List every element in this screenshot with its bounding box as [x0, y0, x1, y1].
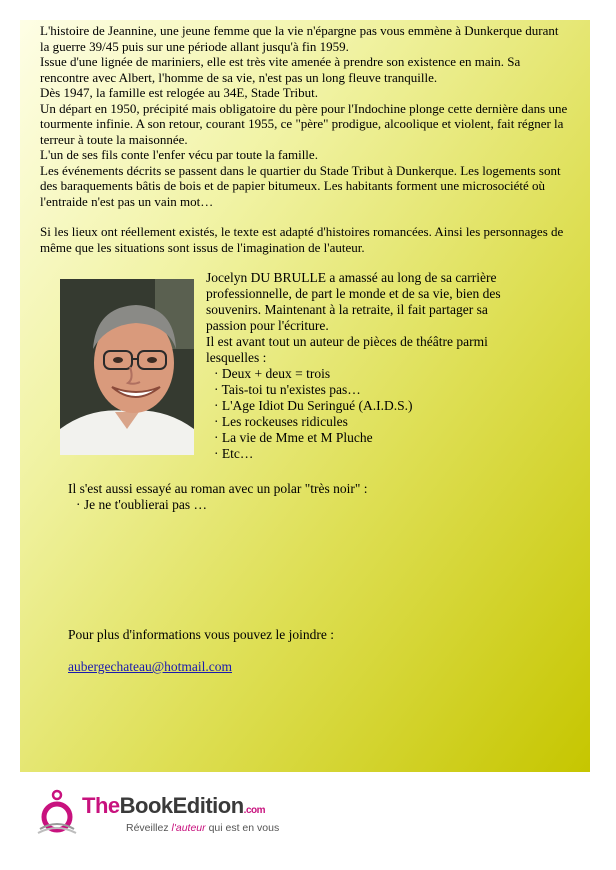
bio-line: Jocelyn DU BRULLE a amassé au long de sa carrière — [206, 270, 497, 285]
thebookedition-logo[interactable] — [36, 789, 326, 839]
contact-section — [68, 627, 334, 675]
disclaimer-line: Si les lieux ont réellement existés, le texte est adapté d'histoires romancées. Ainsi les personnages de — [40, 224, 564, 239]
play-item: · Tais-toi tu n'existes pas… — [214, 382, 361, 397]
tagline-start: Réveillez — [126, 822, 172, 834]
email-link[interactable]: aubergechateau@hotmail.com — [68, 659, 232, 674]
disclaimer-line: même que les situations sont issus de l'imagination de l'auteur. — [40, 239, 365, 255]
synopsis-line: l'entraide n'est pas un vain mot… — [40, 193, 214, 209]
back-cover — [20, 20, 590, 772]
play-item: · Deux + deux = trois — [214, 366, 331, 381]
novel-intro: Il s'est aussi essayé au roman avec un polar "très noir" : — [68, 481, 368, 496]
synopsis — [40, 23, 575, 255]
play-item: · Etc… — [214, 446, 254, 461]
play-item: · L'Age Idiot Du Seringué (A.I.D.S.) — [214, 398, 413, 413]
bio-line: Il est avant tout un auteur de pièces de théâtre parmi — [206, 334, 488, 349]
synopsis-line: terreur à toute la maisonnée. — [40, 131, 188, 147]
tagline-end: qui est en vous — [205, 822, 280, 834]
synopsis-line: Un départ en 1950, précipité mais obligatoire du père pour l'Indochine plonge cette dernière dans une — [40, 100, 568, 116]
author-photo — [60, 279, 194, 455]
contact-text: Pour plus d'informations vous pouvez le joindre : — [68, 627, 335, 642]
plays-list — [206, 366, 546, 462]
book-logo-icon — [36, 789, 78, 839]
synopsis-line: des baraquements bâtis de bois et de papier bitumeux. Les habitants forment une microsociété où — [40, 178, 546, 193]
brand-tagline — [126, 822, 279, 834]
brand-name — [82, 793, 265, 819]
synopsis-line: Issue d'une lignée de mariniers, elle est très vite amenée à prendre son existence en main. Sa — [40, 54, 521, 69]
synopsis-line: L'un de ses fils conte l'enfer vécu par toute la famille. — [40, 147, 318, 162]
brand-the: The — [82, 793, 120, 818]
play-item: · Les rockeuses ridicules — [214, 414, 348, 429]
brand-com: .com — [243, 805, 266, 816]
bio-line: passion pour l'écriture. — [206, 318, 329, 333]
author-portrait-illustration — [60, 279, 194, 455]
novel-title: · Je ne t'oublierai pas … — [76, 497, 208, 512]
synopsis-line: tourmente infinie. A son retour, courant 1955, ce "père" prodigue, alcoolique et violent, fait régner la — [40, 116, 564, 131]
synopsis-line: L'histoire de Jeannine, une jeune femme que la vie n'épargne pas vous emmène à Dunkerque durant — [40, 23, 559, 38]
synopsis-line: Dès 1947, la famille est relogée au 34E, Stade Tribut. — [40, 85, 319, 100]
play-item: · La vie de Mme et M Pluche — [214, 430, 373, 445]
email-line — [68, 659, 334, 675]
synopsis-line: Les événements décrits se passent dans le quartier du Stade Tribut à Dunkerque. Les logements sont — [40, 162, 561, 178]
novel-section — [68, 481, 368, 513]
tagline-emphasis: l'auteur — [171, 822, 206, 834]
brand-bookedition: BookEdition — [119, 793, 244, 818]
paragraph-gap — [40, 209, 575, 224]
bio-line: professionnelle, de part le monde et de sa vie, bien des — [206, 286, 501, 301]
author-bio — [206, 270, 546, 462]
bio-line: lesquelles : — [206, 350, 267, 365]
bio-line: souvenirs. Maintenant à la retraite, il fait partager sa — [206, 302, 488, 317]
synopsis-line: rencontre avec Albert, l'homme de sa vie, n'est pas un long fleuve tranquille. — [40, 69, 438, 85]
synopsis-line: la guerre 39/45 puis sur une période allant jusqu'à fin 1959. — [40, 38, 349, 54]
